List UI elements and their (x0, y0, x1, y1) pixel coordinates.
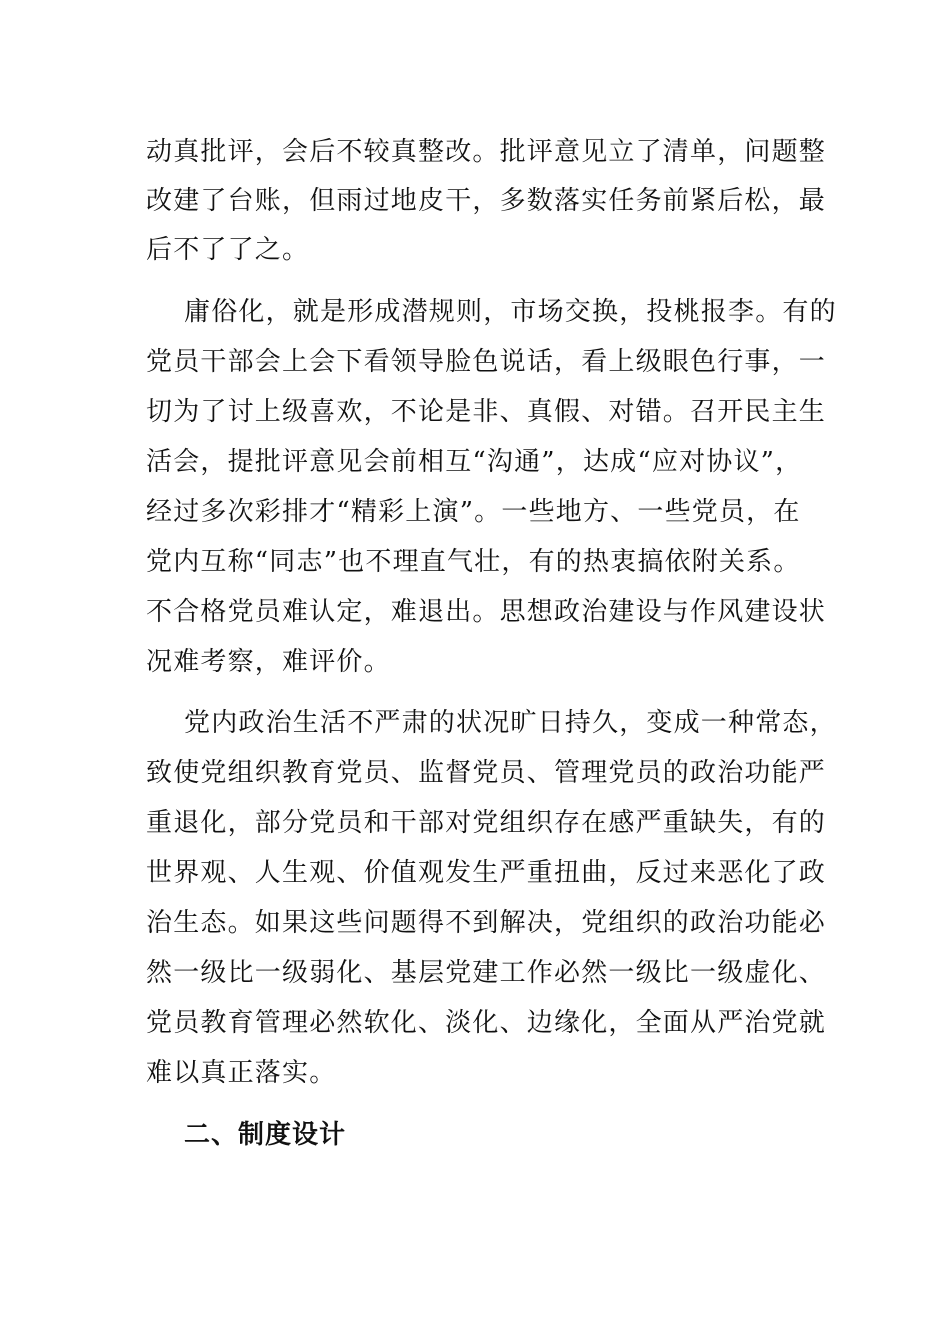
paragraph-line: 经过多次彩排才“精彩上演”。一些地方、一些党员，在 (146, 497, 801, 527)
paragraph-line: 切为了讨上级喜欢，不论是非、真假、对错。召开民主生 (146, 397, 827, 427)
paragraph-line: 活会，提批评意见会前相互“沟通”，达成“应对协议”， (146, 447, 803, 477)
paragraph-line: 况难考察，难评价。 (146, 647, 391, 677)
paragraph-line: 党内互称“同志”也不理直气壮，有的热衷搞依附关系。 (146, 547, 801, 577)
paragraph-line: 重退化，部分党员和干部对党组织存在感严重缺失，有的 (146, 808, 827, 838)
paragraph-line: 不合格党员难认定，难退出。思想政治建设与作风建设状 (146, 597, 827, 627)
paragraph-line: 庸俗化，就是形成潜规则，市场交换，投桃报李。有的 (184, 297, 837, 327)
paragraph-line: 改建了台账，但雨过地皮干，多数落实任务前紧后松，最 (146, 186, 827, 216)
paragraph-line: 治生态。如果这些问题得不到解决，党组织的政治功能必 (146, 908, 827, 938)
paragraph-line: 致使党组织教育党员、监督党员、管理党员的政治功能严 (146, 758, 827, 788)
paragraph-line: 动真批评，会后不较真整改。批评意见立了清单，问题整 (146, 137, 827, 167)
paragraph-line: 难以真正落实。 (146, 1058, 337, 1088)
paragraph-line: 党内政治生活不严肃的状况旷日持久，变成一种常态， (184, 708, 837, 738)
paragraph-line: 后不了了之。 (146, 235, 310, 265)
section-heading: 二、制度设计 (184, 1120, 347, 1150)
paragraph-line: 然一级比一级弱化、基层党建工作必然一级比一级虚化、 (146, 958, 827, 988)
paragraph-line: 党员干部会上会下看领导脸色说话，看上级眼色行事，一 (146, 347, 827, 377)
paragraph-line: 党员教育管理必然软化、淡化、边缘化，全面从严治党就 (146, 1008, 827, 1038)
paragraph-line: 世界观、人生观、价值观发生严重扭曲，反过来恶化了政 (146, 858, 827, 888)
